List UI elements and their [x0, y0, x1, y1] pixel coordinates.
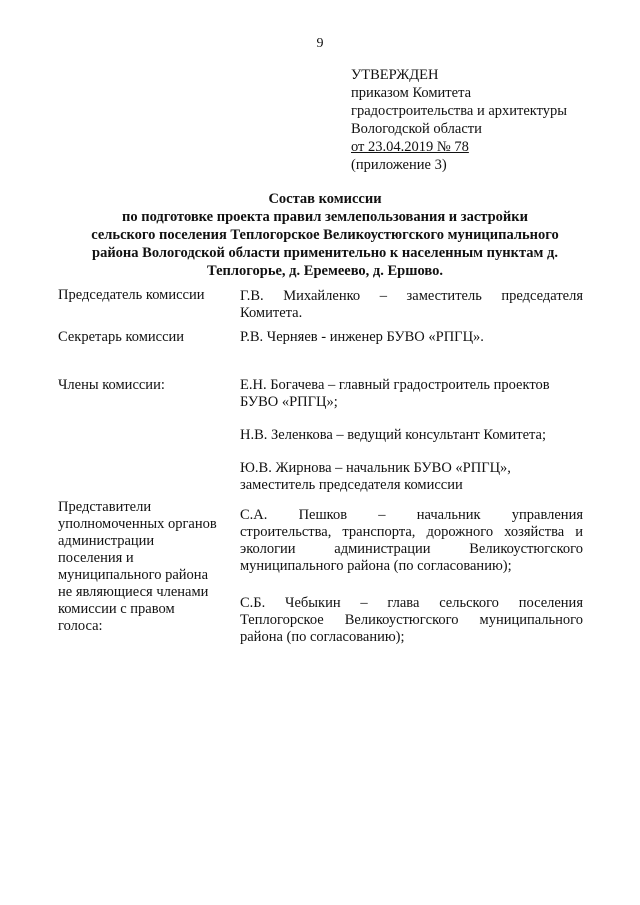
- member-text: БУВО «РПГЦ»;: [240, 394, 338, 410]
- representative-entry: [240, 595, 583, 646]
- label-line: комиссии с правом: [58, 601, 175, 617]
- label-line: администрации: [58, 533, 155, 549]
- approval-date: от 23.04.2019 № 78: [351, 139, 469, 155]
- label-line: уполномоченных органов: [58, 516, 217, 532]
- approval-block: [351, 66, 567, 174]
- label-line: Представители: [58, 499, 152, 515]
- heading-line: района Вологодской области применительно к населенным пунктам д.: [92, 245, 558, 261]
- approval-committee: градостроительства и архитектуры: [351, 103, 568, 119]
- label-line: поселения и: [58, 550, 134, 566]
- chair-text: Комитета.: [240, 305, 303, 321]
- rep-text: С.А. Пешков – начальник управления: [240, 507, 583, 523]
- rep-text: экологии администрации Великоустюгского: [240, 541, 583, 557]
- page-number: 9: [316, 36, 324, 51]
- representatives-label: [58, 499, 228, 635]
- approval-title: УТВЕРЖДЕН: [351, 67, 439, 83]
- members-label: Члены комиссии:: [58, 377, 165, 393]
- member-entry: Н.В. Зеленкова – ведущий консультант Комитета;: [240, 427, 546, 443]
- label-line: муниципального района: [58, 567, 208, 583]
- approval-order: приказом Комитета: [351, 85, 472, 101]
- approval-region: Вологодской области: [351, 121, 482, 137]
- chair-label: Председатель комиссии: [58, 287, 205, 303]
- rep-text: строительства, транспорта, дорожного хозяйства и: [240, 524, 583, 540]
- member-text: Е.Н. Богачева – главный градостроитель проектов: [240, 377, 550, 393]
- chair-text: Г.В. Михайленко – заместитель председателя: [240, 288, 583, 304]
- approval-appendix: (приложение 3): [351, 157, 447, 173]
- member-text: заместитель председателя комиссии: [240, 477, 463, 493]
- label-line: не являющиеся членами: [58, 584, 209, 600]
- secretary-value: Р.В. Черняев - инженер БУВО «РПГЦ».: [240, 329, 484, 345]
- representative-entry: [240, 507, 583, 575]
- member-text: Ю.В. Жирнова – начальник БУВО «РПГЦ»,: [240, 460, 511, 476]
- heading-line: по подготовке проекта правил землепользования и застройки: [122, 209, 528, 225]
- document-heading: [70, 190, 580, 280]
- chair-value: [240, 288, 583, 322]
- rep-text: С.Б. Чебыкин – глава сельского поселения: [240, 595, 583, 611]
- heading-line: Теплогорье, д. Еремеево, д. Ершово.: [207, 263, 443, 279]
- member-entry: [240, 377, 583, 411]
- member-entry: [240, 460, 583, 494]
- heading-line: сельского поселения Теплогорское Великоустюгского муниципального: [91, 227, 559, 243]
- heading-title: Состав комиссии: [268, 191, 382, 207]
- label-line: голоса:: [58, 618, 103, 634]
- rep-text: муниципального района (по согласованию);: [240, 558, 512, 574]
- rep-text: района (по согласованию);: [240, 629, 405, 645]
- secretary-label: Секретарь комиссии: [58, 329, 185, 345]
- rep-text: Теплогорское Великоустюгского муниципального: [240, 612, 583, 628]
